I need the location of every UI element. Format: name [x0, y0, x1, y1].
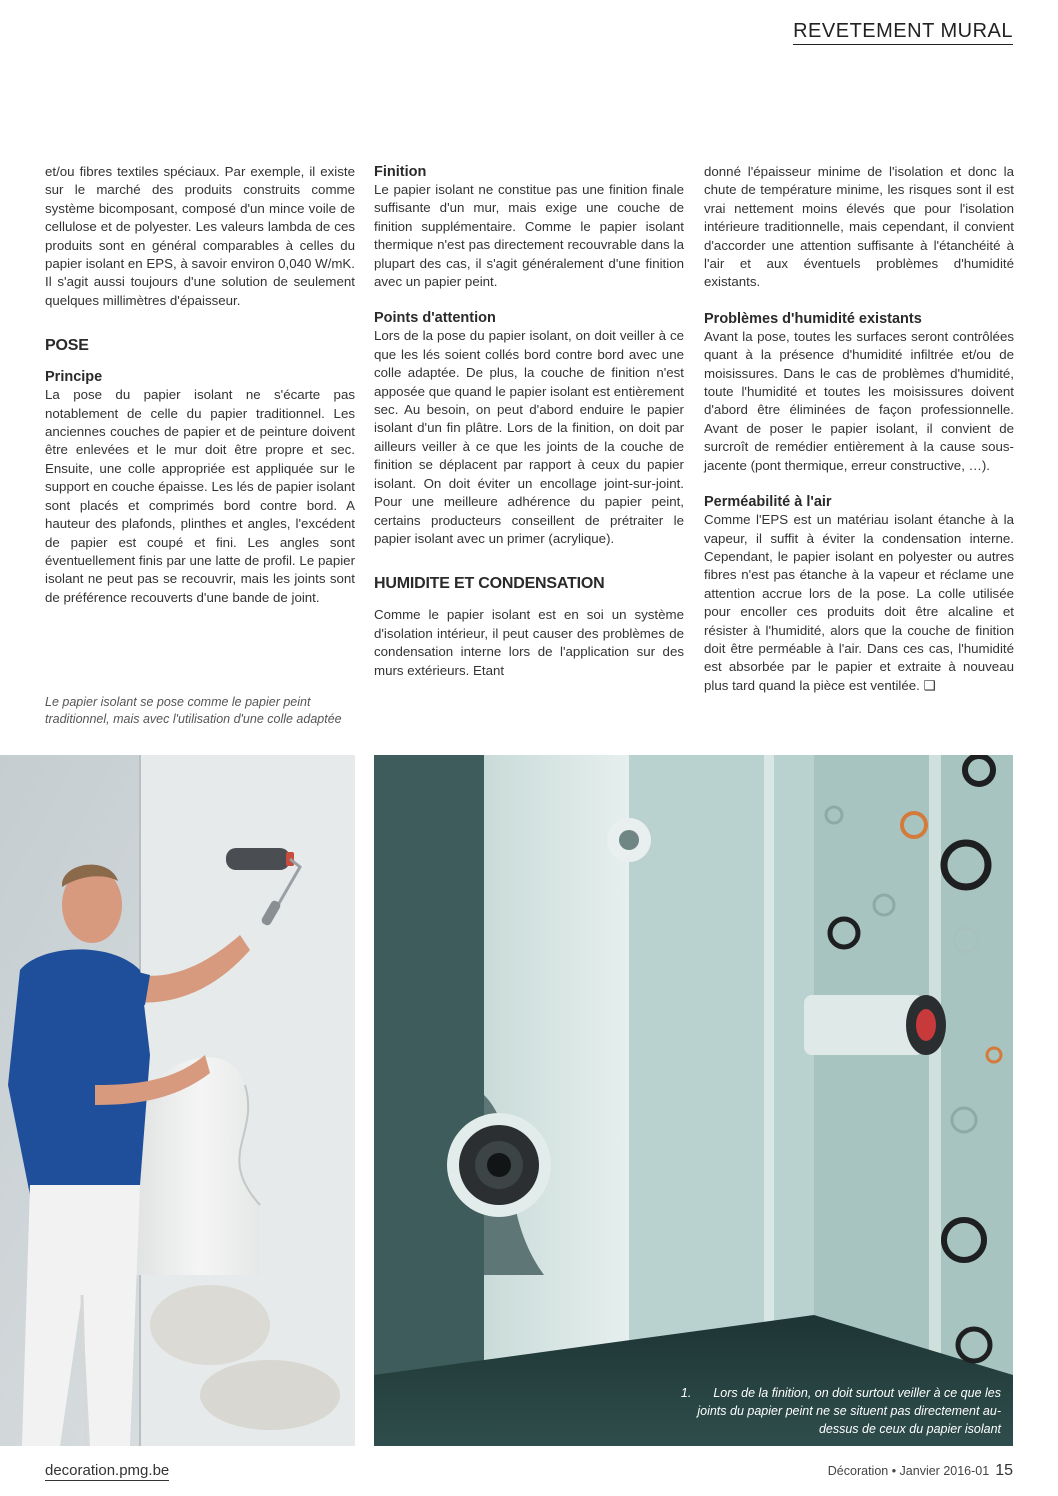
- photo-insulating-paper-rolls: [374, 755, 1013, 1446]
- footer-issue-text: Décoration • Janvier 2016-01: [827, 1464, 990, 1478]
- figure-caption: [671, 1384, 1001, 1438]
- problemes-paragraph: Avant la pose, toutes les surfaces seront contrôlées quant à la présence d'humidité infiltrée et/ou de moisissures. Dans le cas de problèmes d'humidité, toute l'humidité et toutes les moisissures doivent d'abord être éliminées de façon professionnelle. Avant de poser le papier isolant, il convient de surcroît de remédier entièrement à la cause sous-jacente (pont thermique, erreur constructive, …).: [704, 328, 1014, 473]
- humidite-heading: HUMIDITE ET CONDENSATION: [374, 575, 605, 593]
- left-photo-caption: Le papier isolant se pose comme le papier peint traditionnel, mais avec l'utilisation d'une colle adaptée: [45, 695, 342, 726]
- attention-paragraph: Lors de la pose du papier isolant, on doit veiller à ce que les lés soient collés bord contre bord avec une colle adaptée. De plus, la couche de finition n'est apposée que quand le papier isolant est entièrement sec. Au besoin, on peut d'abord enduire le papier isolant d'un fin plâtre. Lors de la finition, on doit par ailleurs veiller à ce que les joints de la couche de finition se déplacent par rapport à ceux du papier isolant. On doit éviter un encollage joint-sur-joint. Pour une meilleure adhérence du papier peint, certains producteurs conseillent de prétraiter le papier isolant avec un primer (acrylique).: [374, 328, 684, 546]
- intro-paragraph: et/ou fibres textiles spéciaux. Par exemple, il existe sur le marché des produits construits comme système bicomposant, composé d'un mince voile de cellulose et de polyester. Les valeurs lambda de ces produits sont en général comparables à celles du papier isolant en EPS, à savoir environ 0,040 W/mK. Il s'agit aussi toujours d'une solution de seulement quelques millimètres d'épaisseur.: [45, 164, 355, 308]
- permeabilite-text: Comme l'EPS est un matériau isolant étanche à la vapeur, il suffit à éviter la condensation interne. Cependant, le papier isolant en polyester ou autres fibres n'est pas étanche à la vapeur et réclame une attention accrue lors de la pose. La colle utilisée pour encoller ces produits doit être alcaline et résister à l'humidité, alors que la couche de finition doit être perméable à l'air. Dans ces cas, l'humidité est absorbée par le papier et extraite à nouveau plus tard quand la pièce est ventilée.: [704, 512, 1014, 693]
- end-mark: ❑: [923, 677, 936, 693]
- pose-heading: POSE: [45, 337, 89, 355]
- column-3: [704, 163, 1014, 695]
- rolls-illustration: [374, 755, 1013, 1446]
- figure-number: 1.: [680, 1386, 692, 1400]
- column-2: [374, 163, 684, 680]
- finition-paragraph: Le papier isolant ne constitue pas une finition finale suffisante d'un mur, mais exige une couche de finition supplémentaire. Comme le papier isolant thermique n'est pas directement recouvrable dans la plupart des cas, il s'agit généralement d'une finition avec un papier peint.: [374, 182, 684, 290]
- page-number: 15: [995, 1462, 1013, 1479]
- figure-caption-text: Lors de la finition, on doit surtout veiller à ce que les joints du papier peint ne se situent pas directement au-dessus de ceux du papier isolant: [697, 1386, 1001, 1436]
- section-label: REVETEMENT MURAL: [793, 20, 1013, 45]
- attention-heading: Points d'attention: [374, 310, 496, 327]
- permeabilite-paragraph: [704, 511, 1014, 695]
- footer-url: decoration.pmg.be: [45, 1462, 170, 1479]
- humidite-paragraph: Comme le papier isolant est en soi un système d'isolation intérieur, il peut causer des problèmes de condensation interne lors de l'application sur des murs extérieurs. Etant: [374, 607, 684, 678]
- principe-paragraph: La pose du papier isolant ne s'écarte pas notablement de celle du papier traditionnel. Les anciennes couches de papier et de peinture doivent être enlevées et le mur doit être propre et sec. Ensuite, une colle appropriée est appliquée sur le support en couche épaisse. Les lés de papier isolant sont placés et comprimés bord contre bord. A hauteur des plafonds, plinthes et angles, l'excédent de papier est coupé et fini. Les angles sont éventuellement finis par une latte de profil. Le papier isolant ne peut pas se recouvrir, mais les joints sont de préférence recouverts d'une bande de joint.: [45, 387, 355, 605]
- finition-heading: Finition: [374, 164, 427, 180]
- worker-illustration: [0, 755, 355, 1446]
- column-1: [45, 163, 355, 607]
- footer-issue: [828, 1462, 1013, 1480]
- principe-heading: Principe: [45, 369, 103, 386]
- photo-worker-applying-paper: [0, 755, 355, 1446]
- continued-paragraph: donné l'épaisseur minime de l'isolation et donc la chute de température minime, les risques sont il est vrai nettement moins élevés que pour l'isolation intérieure traditionnelle, mais cependant, il convient d'accorder une attention suffisante à l'étanchéité à l'air et aux éventuels problèmes d'humidité existants.: [704, 164, 1014, 290]
- permeabilite-heading: Perméabilité à l'air: [704, 494, 832, 511]
- problemes-heading: Problèmes d'humidité existants: [704, 310, 922, 327]
